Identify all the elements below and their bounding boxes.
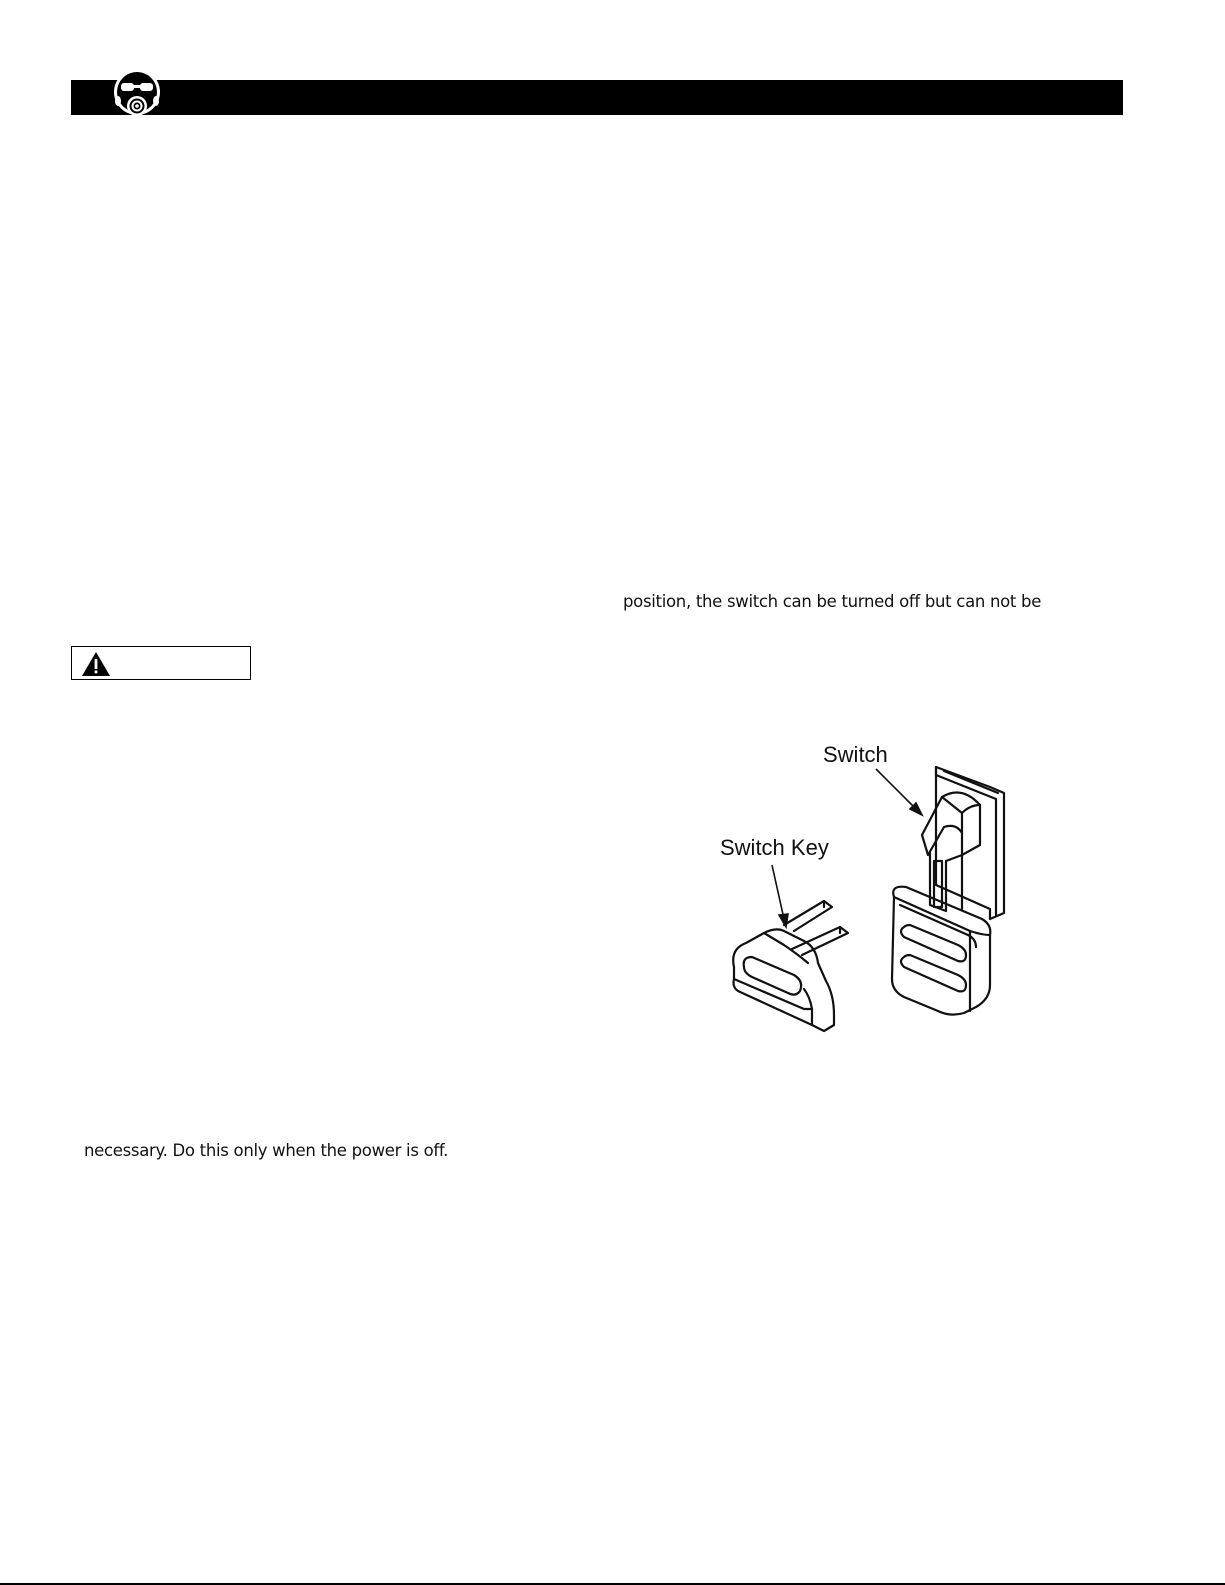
right-column-text-line: position, the switch can be turned off but can not be: [623, 592, 1042, 611]
switch-key-slot: [744, 957, 801, 995]
warning-triangle-icon: [81, 651, 111, 677]
switch-label: Switch: [823, 742, 888, 767]
respirator-mask-icon: [106, 68, 168, 120]
section-header-bar: [71, 80, 1123, 115]
switch-key-leader-line: [772, 865, 784, 919]
left-column-text-line: necessary. Do this only when the power is off.: [84, 1141, 449, 1160]
caution-label-box: [71, 646, 251, 680]
switch-key-label: Switch Key: [720, 835, 829, 860]
switch-leader-line: [876, 769, 916, 809]
switch-rocker: [922, 793, 980, 856]
switch-key-illustration: [700, 735, 1040, 1045]
